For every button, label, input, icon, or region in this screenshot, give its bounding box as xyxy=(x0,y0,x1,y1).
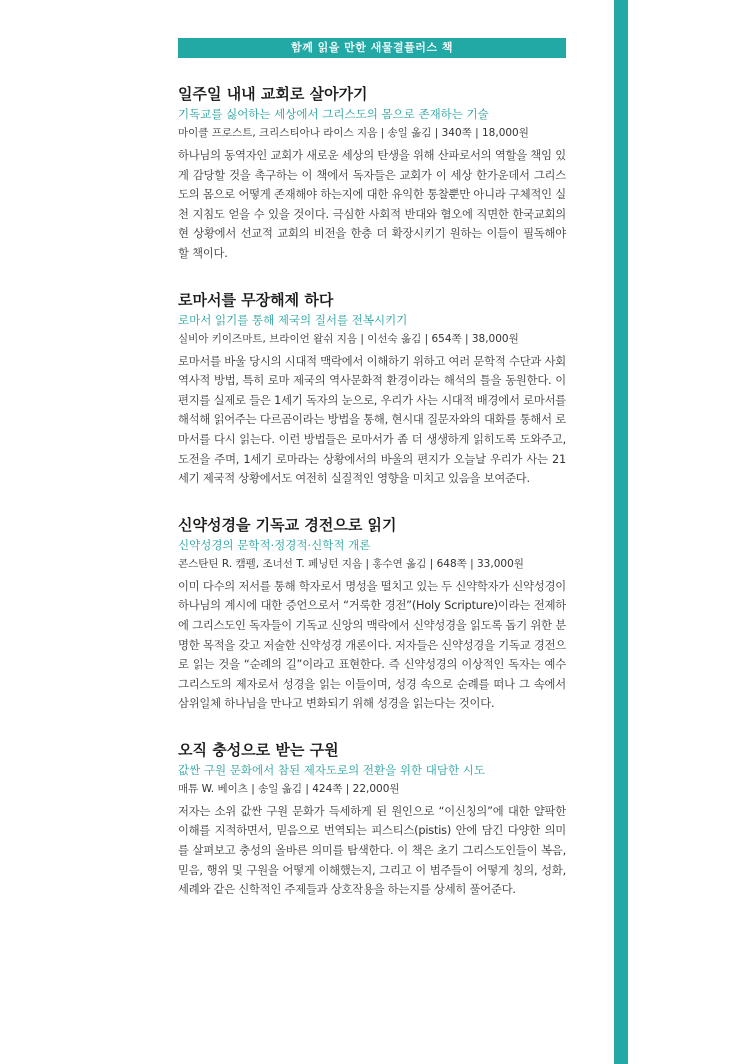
book-subtitle: 신약성경의 문학적·정경적·신학적 개론 xyxy=(178,537,371,552)
book-entry xyxy=(178,290,566,489)
teal-stripe xyxy=(614,0,628,1064)
book-meta: 실비아 키이즈마트, 브라이언 왈쉬 지음 | 이선숙 옮김 | 654쪽 | 38,000원 xyxy=(178,332,519,345)
book-title: 로마서를 무장해제 하다 xyxy=(178,290,334,309)
book-list-page xyxy=(178,38,566,900)
book-entry xyxy=(178,515,566,714)
book-description: 로마서를 바울 당시의 시대적 맥락에서 이해하기 위하고 여러 문학적 수단과 사회역사적 방법, 특히 로마 제국의 역사문화적 환경이라는 해석의 틀을 동원한다. 이 편지를 실제로 들은 1세기 독자의 눈으로, 우리가 사는 시대적 배경에서 로마서를 해석해 읽어주는 다르곰이라는 방법을 통해, 현시대 질문자와의 대화를 통해서 로마서를 다시 읽는다. 이런 방법들은 로마서가 좀 더 생생하게 읽히도록 도와주고, 도전을 주며, 1세기 로마라는 상황에서의 바울의 편지가 오늘날 우리가 사는 21세기 제국적 상황에서도 여전히 실질적인 영향을 미치고 있음을 보여준다. xyxy=(178,354,566,486)
book-subtitle: 값싼 구원 문화에서 참된 제자도로의 전환을 위한 대담한 시도 xyxy=(178,762,485,777)
book-subtitle: 로마서 읽기를 통해 제국의 질서를 전복시키기 xyxy=(178,312,408,327)
book-description: 하나님의 동역자인 교회가 새로운 세상의 탄생을 위해 산파로서의 역할을 책임 있게 감당할 것을 촉구하는 이 책에서 독자들은 교회가 이 세상 한가운데서 그리스도의 몸으로 어떻게 존재해야 하는지에 대한 유익한 통찰뿐만 아니라 구체적인 실천 지침도 얻을 수 있을 것이다. 극심한 사회적 반대와 혐오에 직면한 한국교회의 현 상황에서 선교적 교회의 비전을 한층 더 확장시키기 원하는 이들이 필독해야 할 책이다. xyxy=(178,149,566,260)
book-meta: 콘스탄틴 R. 캠펠, 조너선 T. 페닝턴 지음 | 홍수연 옮김 | 648쪽 | 33,000원 xyxy=(178,557,524,570)
book-title: 오직 충성으로 받는 구원 xyxy=(178,740,339,759)
side-accent-bar xyxy=(614,0,750,1064)
book-description: 저자는 소위 값싼 구원 문화가 득세하게 된 원인으로 “이신칭의”에 대한 얄팍한 이해를 지적하면서, 믿음으로 번역되는 피스티스(pistis) 안에 담긴 다양한 의미를 살펴보고 충성의 올바른 의미를 탐색한다. 이 책은 초기 그리스도인들이 복음, 믿음, 행위 및 구원을 어떻게 이해했는지, 그리고 이 범주들이 어떻게 칭의, 성화, 세례와 같은 신학적인 주제들과 상호작용을 하는지를 상세히 풀어준다. xyxy=(178,804,566,897)
book-meta: 매튜 W. 베이츠 | 송일 옮김 | 424쪽 | 22,000원 xyxy=(178,782,400,795)
book-subtitle: 기독교를 싫어하는 세상에서 그리스도의 몸으로 존재하는 기술 xyxy=(178,107,489,121)
book-title: 신약성경을 기독교 경전으로 읽기 xyxy=(178,515,397,534)
book-title: 일주일 내내 교회로 살아가기 xyxy=(178,85,368,103)
book-description: 이미 다수의 저서를 통해 학자로서 명성을 떨치고 있는 두 신약학자가 신약성경이 하나님의 계시에 대한 증언으로서 “거룩한 경전”(Holy Scripture)이라는 전제하에 그리스도인 독자들이 기독교 신앙의 맥락에서 신약성경을 읽도록 돕기 위한 분명한 목적을 갖고 저술한 신약성경 개론이다. 저자들은 신약성경을 기독교 경전으로 읽는 것을 “순례의 길”이라고 표현한다. 즉 신약성경의 이상적인 독자는 예수 그리스도의 제자로서 성경을 읽는 이들이며, 성경 속으로 순례를 떠나 그 속에서 삼위일체 하나님을 만나고 변화되기 위해 성경을 읽는다는 것이다. xyxy=(178,579,566,711)
book-entry xyxy=(178,84,566,264)
section-banner: 함께 읽을 만한 새물결플러스 책 xyxy=(178,38,566,58)
book-meta: 마이클 프로스트, 크리스티아나 라이스 지음 | 송일 옮김 | 340쪽 | 18,000원 xyxy=(178,127,529,139)
book-entry xyxy=(178,740,566,900)
